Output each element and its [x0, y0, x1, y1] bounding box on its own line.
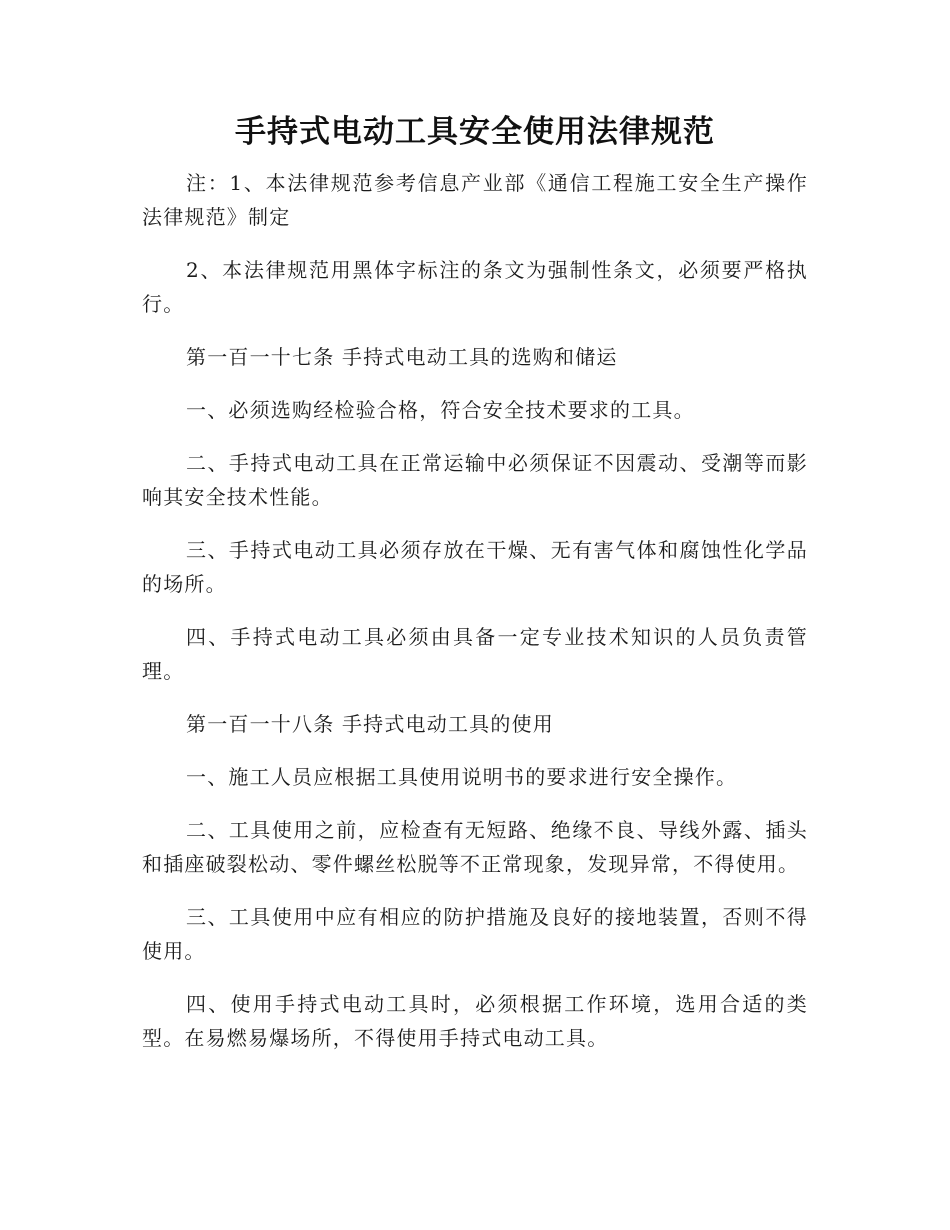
- article-117-heading: 第一百一十七条 手持式电动工具的选购和储运: [186, 345, 618, 369]
- article-117-item-1: 一、必须选购经检验合格，符合安全技术要求的工具。: [186, 398, 695, 422]
- article-118-item-2: 二、工具使用之前，应检查有无短路、绝缘不良、导线外露、插头和插座破裂松动、零件螺丝松脱等不正常现象，发现异常，不得使用。: [142, 818, 808, 876]
- document-title: 手持式电动工具安全使用法律规范: [235, 114, 715, 150]
- note-paragraph-1: 注：1、本法律规范参考信息产业部《通信工程施工安全生产操作法律规范》制定: [142, 171, 808, 229]
- article-118-item-1: 一、施工人员应根据工具使用说明书的要求进行安全操作。: [186, 765, 738, 789]
- article-117-item-3: 三、手持式电动工具必须存放在干燥、无有害气体和腐蚀性化学品的场所。: [142, 538, 808, 596]
- article-117-item-4: 四、手持式电动工具必须由具备一定专业技术知识的人员负责管理。: [142, 625, 808, 683]
- article-118-item-3: 三、工具使用中应有相应的防护措施及良好的接地装置，否则不得使用。: [142, 905, 808, 963]
- article-118-heading: 第一百一十八条 手持式电动工具的使用: [186, 712, 554, 736]
- document-body: [142, 166, 808, 1074]
- note-paragraph-2: 2、本法律规范用黑体字标注的条文为强制性条文，必须要严格执行。: [142, 258, 808, 316]
- article-117-item-2: 二、手持式电动工具在正常运输中必须保证不因震动、受潮等而影响其安全技术性能。: [142, 451, 808, 509]
- article-118-item-4: 四、使用手持式电动工具时，必须根据工作环境，选用合适的类型。在易燃易爆场所，不得使用手持式电动工具。: [142, 992, 808, 1050]
